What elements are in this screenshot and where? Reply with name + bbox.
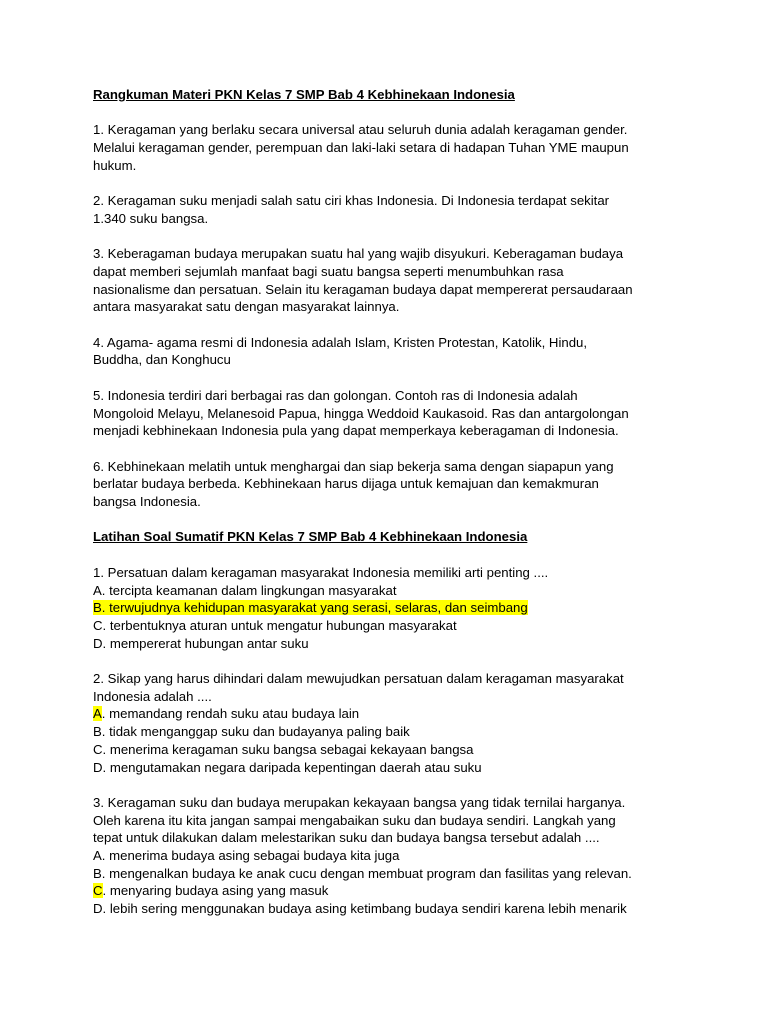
option-letter: C: [93, 883, 103, 899]
summary-line: nasionalisme dan persatuan. Selain itu keragaman budaya dapat mempererat persaudaraan: [93, 281, 633, 297]
option-text: . terbentuknya aturan untuk mengatur hubungan masyarakat: [102, 617, 457, 633]
option-letter: D: [93, 635, 103, 651]
summary-line: Melalui keragaman gender, perempuan dan laki-laki setara di hadapan Tuhan YME maupun: [93, 140, 629, 156]
option-text: . mengenalkan budaya ke anak cucu dengan membuat program dan fasilitas yang relevan.: [101, 865, 632, 881]
option-d: [93, 635, 718, 653]
option-text: . mengutamakan negara daripada kepentingan daerah atau suku: [102, 759, 482, 775]
option-c: [93, 882, 718, 900]
option-d: [93, 900, 718, 918]
question-text: 3. Keragaman suku dan budaya merupakan kekayaan bangsa yang tidak ternilai harganya.: [93, 794, 626, 810]
summary-line: 4. Agama- agama resmi di Indonesia adalah Islam, Kristen Protestan, Katolik, Hindu,: [93, 334, 588, 350]
option-letter: D: [93, 901, 103, 917]
summary-line: 5. Indonesia terdiri dari berbagai ras dan golongan. Contoh ras di Indonesia adalah: [93, 387, 578, 403]
option-text: . menerima budaya asing sebagai budaya kita juga: [101, 848, 400, 864]
summary-line: 1. Keragaman yang berlaku secara universal atau seluruh dunia adalah keragaman gender.: [93, 122, 628, 138]
option-letter: C: [93, 617, 103, 633]
option-text: . terwujudnya kehidupan masyarakat yang serasi, selaras, dan seimbang: [101, 600, 528, 616]
option-b: [93, 599, 718, 617]
option-letter: B: [93, 865, 102, 881]
option-text: . tercipta keamanan dalam lingkungan masyarakat: [101, 582, 397, 598]
summary-line: dapat memberi sejumlah manfaat bagi suatu bangsa seperti menumbuhkan rasa: [93, 263, 564, 279]
option-c: [93, 617, 718, 635]
summary-point-4: [93, 334, 718, 369]
summary-point-3: [93, 245, 718, 316]
summary-title: Rangkuman Materi PKN Kelas 7 SMP Bab 4 Kebhinekaan Indonesia: [93, 87, 515, 102]
option-text: . lebih sering menggunakan budaya asing ketimbang budaya sendiri karena lebih menarik: [102, 901, 627, 917]
option-text: . tidak menganggap suku dan budayanya paling baik: [101, 724, 410, 740]
option-letter: A: [93, 582, 102, 598]
option-text: . mempererat hubungan antar suku: [102, 635, 309, 651]
option-text: . menerima keragaman suku bangsa sebagai kekayaan bangsa: [102, 741, 474, 757]
option-letter: A: [93, 706, 102, 722]
question-text: 2. Sikap yang harus dihindari dalam mewujudkan persatuan dalam keragaman masyarakat: [93, 671, 624, 687]
option-letter: B: [93, 600, 102, 616]
summary-point-2: [93, 192, 718, 227]
question-text: tepat untuk dilakukan dalam melestarikan suku dan budaya bangsa tersebut adalah ....: [93, 830, 600, 846]
quiz-title: Latihan Soal Sumatif PKN Kelas 7 SMP Bab 4 Kebhinekaan Indonesia: [93, 529, 528, 545]
question-3: [93, 794, 718, 918]
summary-point-6: [93, 458, 718, 511]
summary-point-5: [93, 387, 718, 440]
option-a: [93, 582, 718, 600]
summary-line: berlatar budaya berbeda. Kebhinekaan harus dijaga untuk kemajuan dan kemakmuran: [93, 476, 599, 492]
question-text: Indonesia adalah ....: [93, 688, 212, 704]
summary-line: Buddha, dan Konghucu: [93, 352, 231, 368]
question-text: Oleh karena itu kita jangan sampai mengabaikan suku dan budaya sendiri. Langkah yang: [93, 812, 616, 828]
option-a: [93, 847, 718, 865]
option-letter: B: [93, 724, 102, 740]
option-letter: A: [93, 848, 102, 864]
option-text: . menyaring budaya asing yang masuk: [102, 883, 329, 899]
summary-line: 6. Kebhinekaan melatih untuk menghargai dan siap bekerja sama dengan siapapun yang: [93, 458, 614, 474]
option-c: [93, 741, 718, 759]
option-a: [93, 705, 718, 723]
summary-line: menjadi kebhinekaan Indonesia pula yang dapat memperkaya keberagaman di Indonesia.: [93, 423, 619, 439]
question-1: [93, 564, 718, 653]
summary-line: 1.340 suku bangsa.: [93, 210, 209, 226]
option-letter: C: [93, 741, 103, 757]
option-text: . memandang rendah suku atau budaya lain: [101, 706, 360, 722]
summary-line: bangsa Indonesia.: [93, 494, 201, 510]
summary-line: hukum.: [93, 157, 137, 173]
option-letter: D: [93, 759, 103, 775]
summary-line: 2. Keragaman suku menjadi salah satu ciri khas Indonesia. Di Indonesia terdapat sekitar: [93, 193, 610, 209]
option-b: [93, 723, 718, 741]
summary-point-1: [93, 121, 718, 174]
option-d: [93, 759, 718, 777]
question-text: 1. Persatuan dalam keragaman masyarakat Indonesia memiliki arti penting ....: [93, 564, 549, 580]
option-b: [93, 865, 718, 883]
summary-line: antara masyarakat satu dengan masyarakat lainnya.: [93, 299, 400, 315]
summary-line: Mongoloid Melayu, Melanesoid Papua, hingga Weddoid Kaukasoid. Ras dan antargolongan: [93, 405, 629, 421]
question-2: [93, 670, 718, 776]
summary-line: 3. Keberagaman budaya merupakan suatu hal yang wajib disyukuri. Keberagaman budaya: [93, 246, 624, 262]
highlighted-answer: [93, 600, 528, 615]
